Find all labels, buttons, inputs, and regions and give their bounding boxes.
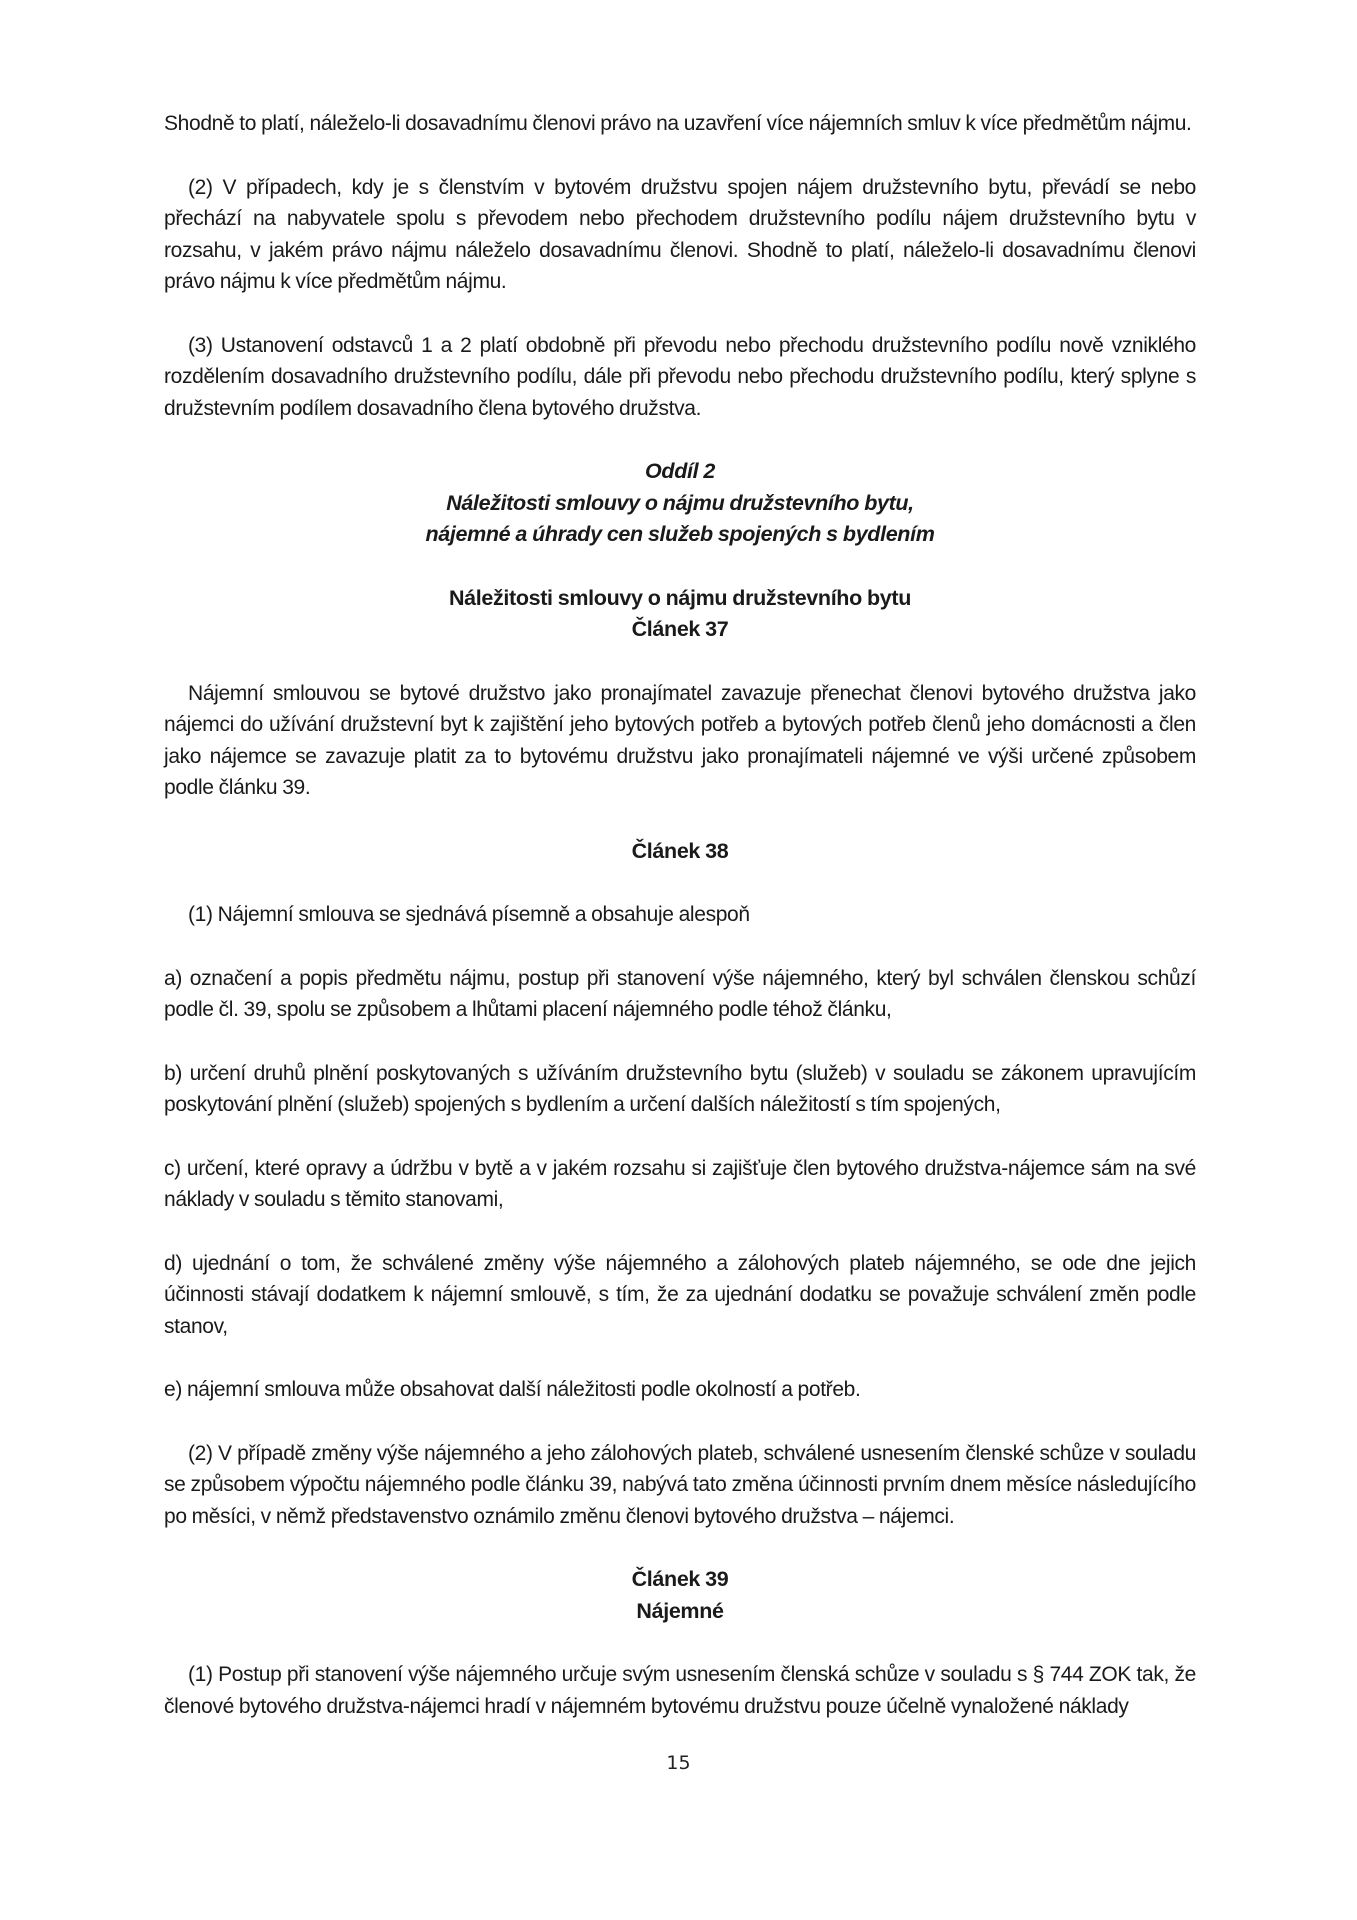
article-38-item-c: c) určení, které opravy a údržbu v bytě a v jakém rozsahu si zajišťuje člen bytového družstva-nájemce sám na své náklady v souladu s těmito stanovami, — [164, 1156, 1196, 1211]
subheading: Náležitosti smlouvy o nájmu družstevního bytu — [449, 585, 911, 610]
article-39-title: Článek 39 — [631, 1567, 729, 1591]
page-number: 15 — [666, 1752, 691, 1774]
paragraph-continuation: Shodně to platí, náleželo-li dosavadnímu členovi právo na uzavření více nájemních smluv k více předmětům nájmu. — [164, 112, 1192, 135]
article-39-para-1: (1) Postup při stanovení výše nájemného určuje svým usnesením členská schůze v souladu s § 744 ZOK tak, že členové bytového družstva-nájemci hradí v nájemném bytovému družstvu pouze účelně vynaložené náklady — [164, 1663, 1196, 1718]
article-37-title: Článek 37 — [631, 617, 729, 641]
paragraph-2: (2) V případech, kdy je s členstvím v bytovém družstvu spojen nájem družstevního bytu, převádí se nebo přechází na nabyvatele spolu s převodem nebo přechodem družstevního podílu nájem družstevního bytu v rozsahu, v jakém právo nájmu náleželo dosavadnímu členovi. Shodně to platí, náleželo-li dosavadnímu členovi právo nájmu k více předmětům nájmu. — [164, 175, 1196, 293]
section-title: Oddíl 2 — [645, 459, 715, 483]
article-37-text: Nájemní smlouvou se bytové družstvo jako pronajímatel zavazuje přenechat členovi bytového družstva jako nájemci do užívání družstevní byt k zajištění jeho bytových potřeb a bytových potřeb členů jeho domácnosti a člen jako nájemce se zavazuje platit za to bytovému družstvu jako pronajímateli nájemné ve výši určené způsobem podle článku 39. — [164, 681, 1196, 799]
document-body — [164, 108, 1196, 1722]
article-38-item-e: e) nájemní smlouva může obsahovat další náležitosti podle okolností a potřeb. — [164, 1378, 861, 1401]
article-38-para-2: (2) V případě změny výše nájemného a jeho zálohových plateb, schválené usnesením členské schůze v souladu se způsobem výpočtu nájemného podle článku 39, nabývá tato změna účinnosti prvním dnem měsíce následujícího po měsíci, v němž představenstvo oznámilo změnu členovi bytového družstva – nájemci. — [164, 1441, 1196, 1528]
section-subtitle-2: nájemné a úhrady cen služeb spojených s bydlením — [425, 522, 935, 546]
article-38-item-a: a) označení a popis předmětu nájmu, postup při stanovení výše nájemného, který byl schválen členskou schůzí podle čl. 39, spolu se způsobem a lhůtami placení nájemného podle téhož článku, — [164, 966, 1196, 1021]
paragraph-3: (3) Ustanovení odstavců 1 a 2 platí obdobně při převodu nebo přechodu družstevního podílu nově vzniklého rozdělením dosavadního družstevního podílu, dále při převodu nebo přechodu družstevního podílu, který splyne s družstevním podílem dosavadního člena bytového družstva. — [164, 333, 1196, 420]
article-39-subtitle: Nájemné — [636, 1598, 724, 1623]
article-38-item-d: d) ujednání o tom, že schválené změny výše nájemného a zálohových plateb nájemného, se ode dne jejich účinnosti stávají dodatkem k nájemní smlouvě, s tím, že za ujednání dodatku se považuje schválení změn podle stanov, — [164, 1251, 1196, 1338]
article-38-title: Článek 38 — [631, 838, 729, 863]
article-38-intro: (1) Nájemní smlouva se sjednává písemně a obsahuje alespoň — [188, 903, 750, 926]
article-38-item-b: b) určení druhů plnění poskytovaných s užíváním družstevního bytu (služeb) v souladu se zákonem upravujícím poskytování plnění (služeb) spojených s bydlením a určení dalších náležitostí s tím spojených, — [164, 1061, 1196, 1116]
section-subtitle-1: Náležitosti smlouvy o nájmu družstevního bytu, — [446, 490, 914, 515]
